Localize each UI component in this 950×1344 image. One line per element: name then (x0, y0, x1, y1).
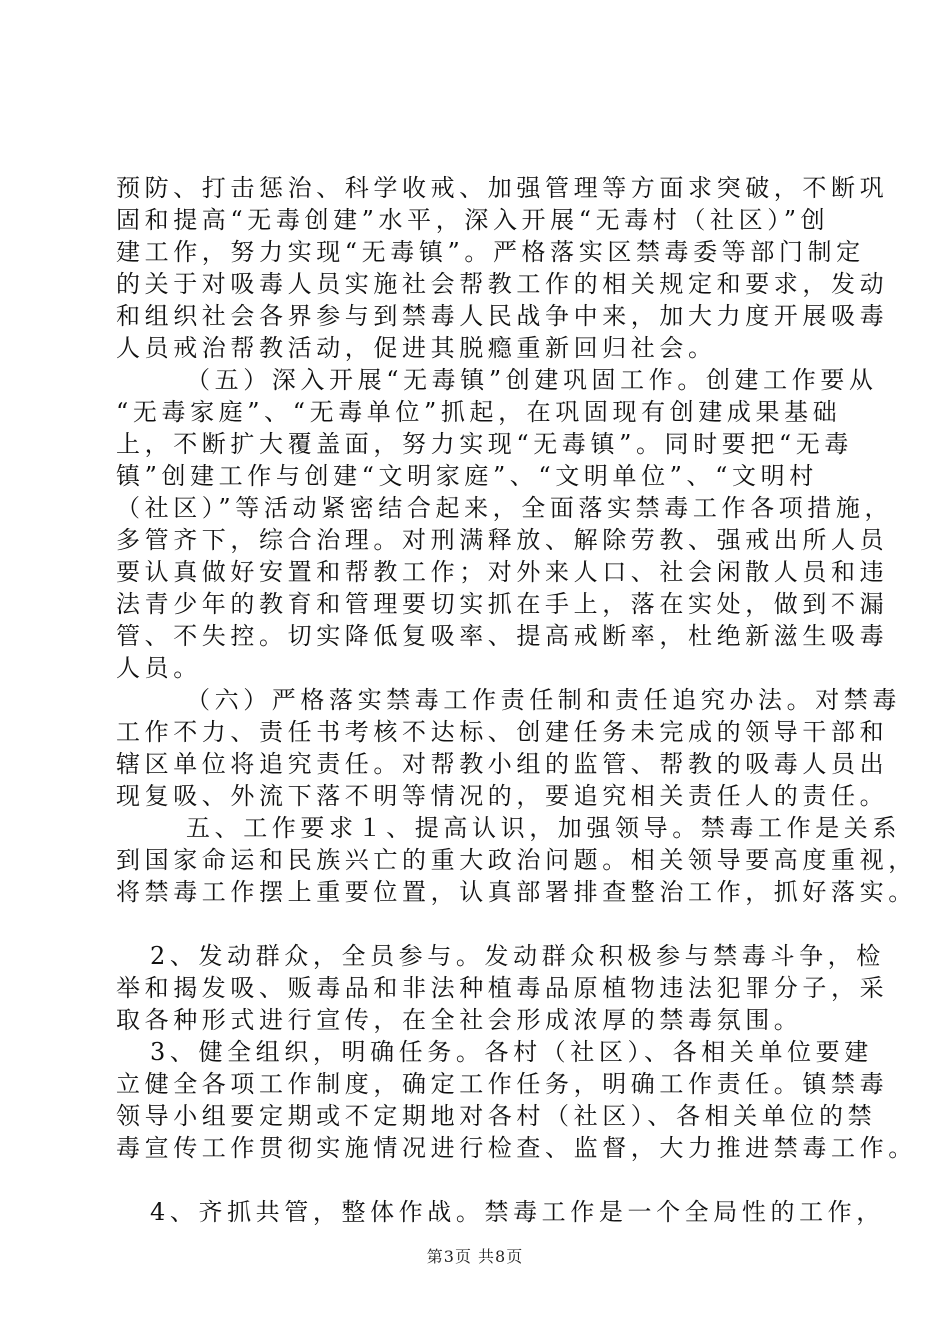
text-line: 固和提高“无毒创建”水平，深入开展“无毒村（社区）”创 (116, 206, 830, 234)
text-line: 取各种形式进行宣传，在全社会形成浓厚的禁毒氛围。 (116, 1006, 803, 1034)
text-line: 将禁毒工作摆上重要位置，认真部署排查整治工作，抓好落实。 (116, 878, 917, 906)
text-line: 和组织社会各界参与到禁毒人民战争中来，加大力度开展吸毒 (116, 302, 889, 330)
page-number-footer: 第3页 共8页 (426, 1247, 524, 1266)
paragraph-item-3: 3、健全组织，明确任务。各村（社区）、各相关单位要建 (150, 1038, 873, 1066)
text-line: 的关于对吸毒人员实施社会帮教工作的相关规定和要求，发动 (116, 270, 889, 298)
text-line: “无毒家庭”、“无毒单位”抓起，在巩固现有创建成果基础 (116, 398, 842, 426)
text-line: 人员戒治帮教活动，促进其脱瘾重新回归社会。 (116, 334, 717, 362)
text-line: 立健全各项工作制度，确定工作任务，明确工作责任。镇禁毒 (116, 1070, 889, 1098)
text-line: 预防、打击惩治、科学收戒、加强管理等方面求突破，不断巩 (116, 174, 889, 202)
text-line: 到国家命运和民族兴亡的重大政治问题。相关领导要高度重视， (116, 846, 917, 874)
text-line: 举和揭发吸、贩毒品和非法种植毒品原植物违法犯罪分子，采 (116, 974, 889, 1002)
text-line: 上，不断扩大覆盖面，努力实现“无毒镇”。同时要把“无毒 (116, 430, 854, 458)
text-line: 要认真做好安置和帮教工作；对外来人口、社会闲散人员和违 (116, 558, 889, 586)
paragraph-item-4: 4、齐抓共管，整体作战。禁毒工作是一个全局性的工作， (150, 1198, 885, 1226)
text-line: 工作不力、责任书考核不达标、创建任务未完成的领导干部和 (116, 718, 889, 746)
text-line: 法青少年的教育和管理要切实抓在手上，落在实处，做到不漏 (116, 590, 889, 618)
text-line: 辖区单位将追究责任。对帮教小组的监管、帮教的吸毒人员出 (116, 750, 889, 778)
text-line: 现复吸、外流下落不明等情况的，要追究相关责任人的责任。 (116, 782, 889, 810)
paragraph-heading-6: （六）严格落实禁毒工作责任制和责任追究办法。对禁毒 (186, 686, 901, 714)
text-line: 管、不失控。切实降低复吸率、提高戒断率，杜绝新滋生吸毒 (116, 622, 889, 650)
section-heading-work-requirements: 五、工作要求１、提高认识，加强领导。禁毒工作是关系 (186, 814, 901, 842)
text-line: 领导小组要定期或不定期地对各村（社区）、各相关单位的禁 (116, 1102, 877, 1130)
text-line: 毒宣传工作贯彻实施情况进行检查、监督，大力推进禁毒工作。 (116, 1134, 917, 1162)
text-line: （社区）”等活动紧密结合起来，全面落实禁毒工作各项措施， (116, 494, 894, 522)
paragraph-heading-5: （五）深入开展“无毒镇”创建巩固工作。创建工作要从 (186, 366, 878, 394)
text-line: 多管齐下，综合治理。对刑满释放、解除劳教、强戒出所人员 (116, 526, 889, 554)
paragraph-item-2: 2、发动群众，全员参与。发动群众积极参与禁毒斗争，检 (150, 942, 885, 970)
text-line: 人员。 (116, 654, 202, 682)
text-line: 镇”创建工作与创建“文明家庭”、“文明单位”、“文明村 (116, 462, 818, 490)
text-line: 建工作，努力实现“无毒镇”。严格落实区禁毒委等部门制定 (116, 238, 865, 266)
